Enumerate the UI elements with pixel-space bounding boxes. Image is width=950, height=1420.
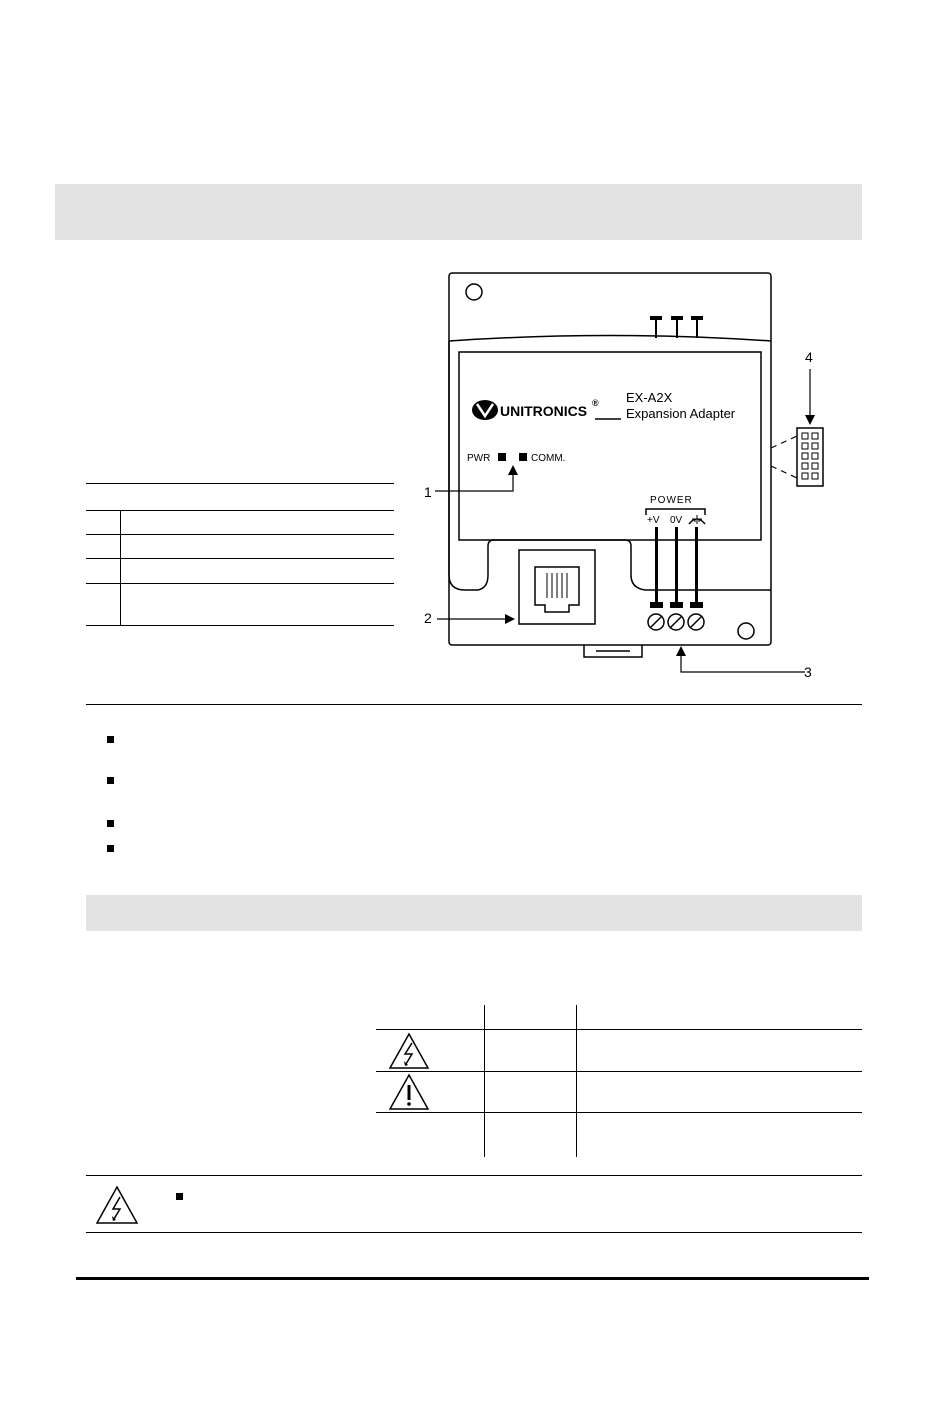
section-divider [86, 704, 862, 705]
square-bullet-icon [176, 1193, 183, 1200]
device-diagram [0, 0, 950, 700]
model-label: EX-A2X [626, 390, 673, 405]
registered-mark: ® [592, 398, 599, 408]
arrow-up-icon [508, 465, 518, 475]
exclamation-warning-icon [388, 1073, 430, 1111]
footer-rule [76, 1277, 869, 1280]
mounting-hole-icon [738, 623, 754, 639]
power-label: POWER [650, 495, 693, 506]
front-panel [459, 352, 761, 540]
brand-name: UNITRONICS [500, 403, 588, 419]
terminal-screws-icon [648, 614, 704, 630]
arrow-up-icon [676, 646, 686, 656]
plus-v-label: +V [647, 515, 660, 526]
expansion-connector-icon [797, 428, 823, 486]
zero-v-label: 0V [670, 515, 683, 526]
callout-2: 2 [424, 610, 432, 626]
square-bullet-icon [107, 820, 114, 827]
square-bullet-icon [107, 845, 114, 852]
callout-4: 4 [805, 349, 813, 365]
warning-box-top [86, 1175, 862, 1176]
callout-3: 3 [804, 664, 812, 680]
comm-label: COMM. [531, 453, 566, 464]
description-label: Expansion Adapter [626, 406, 736, 421]
warning-box-bottom [86, 1232, 862, 1233]
device-body [449, 273, 771, 645]
mounting-hole-icon [466, 284, 482, 300]
lightning-warning-icon [388, 1032, 430, 1070]
square-bullet-icon [107, 777, 114, 784]
lightning-warning-icon [95, 1185, 139, 1225]
pwr-led-icon [498, 453, 506, 461]
comm-led-icon [519, 453, 527, 461]
square-bullet-icon [107, 736, 114, 743]
top-pins-icon [650, 316, 703, 338]
ground-icon [692, 515, 702, 523]
arrow-right-icon [505, 614, 515, 624]
callout-1: 1 [424, 484, 432, 500]
pwr-label: PWR [467, 453, 491, 464]
section-header-band-2 [86, 895, 862, 931]
arrow-down-icon [805, 415, 815, 425]
